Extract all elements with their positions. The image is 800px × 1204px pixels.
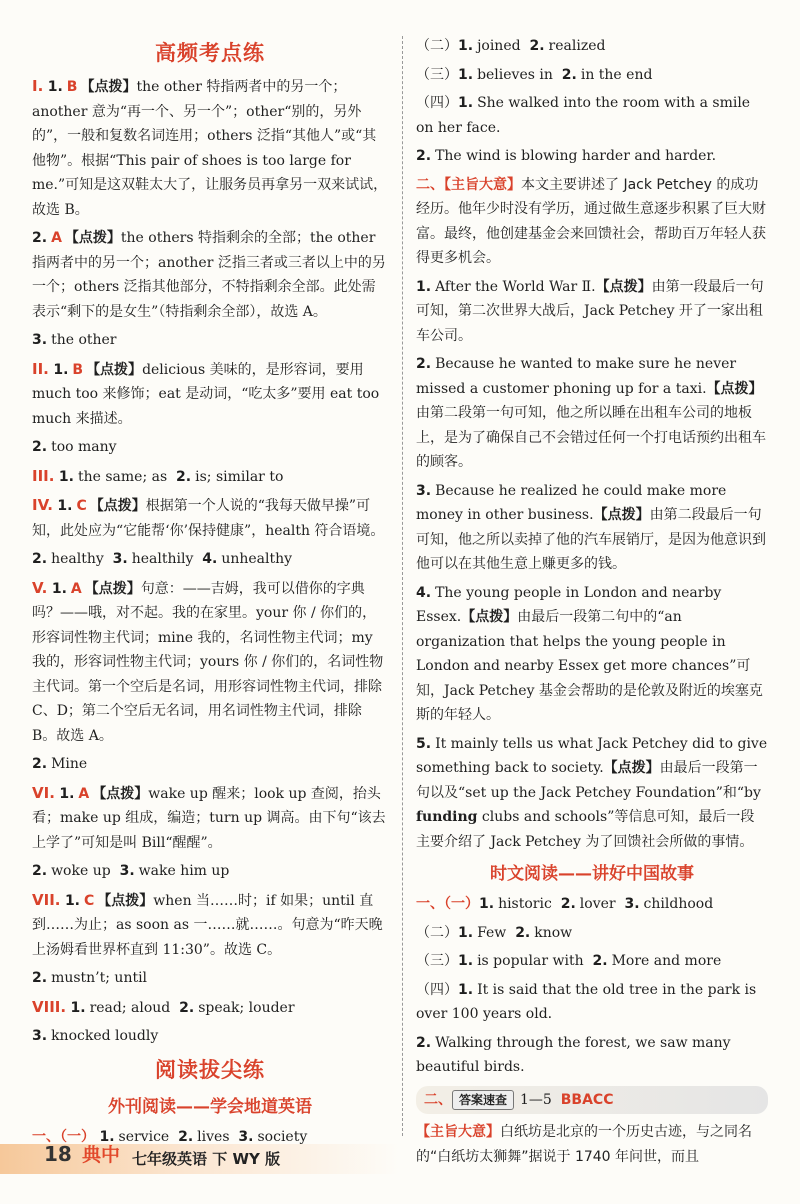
bold-word: funding bbox=[416, 809, 478, 825]
answer-V-2 bbox=[32, 752, 388, 777]
item-number: 1. bbox=[458, 981, 474, 998]
item-number: 2. bbox=[529, 38, 545, 54]
item-number: 2. bbox=[176, 468, 192, 485]
hint-tag: 【点拨】 bbox=[706, 380, 763, 397]
item-number: 1. bbox=[458, 95, 474, 111]
answer-VI-1 bbox=[32, 781, 388, 856]
item-number: 1. bbox=[53, 361, 69, 378]
item-number: 2. bbox=[515, 924, 531, 941]
item-number: 3. bbox=[32, 1028, 48, 1044]
item-number: 2. bbox=[32, 970, 48, 986]
quick-answer-value: BBACC bbox=[560, 1091, 614, 1108]
item-number: 1. bbox=[57, 498, 73, 514]
answer-text: knocked loudly bbox=[51, 1028, 159, 1044]
item-number: 3. bbox=[119, 863, 135, 879]
answer-letter: B bbox=[72, 361, 84, 378]
china-2-main-idea bbox=[416, 1120, 768, 1169]
answer-text: More and more bbox=[611, 953, 722, 969]
answer-text: read; aloud bbox=[89, 999, 171, 1016]
sub-number: （三） bbox=[416, 953, 458, 969]
explanation-text: wake up 醒来；look up 查阅，抬头看；make up 组成，编造；turn up 调高。由下句“该去上学了”可知是叫 Bill“醒醒”。 bbox=[32, 785, 386, 851]
roman-VII: VII. bbox=[32, 890, 61, 909]
section-title-high-frequency: 高频考点练 bbox=[155, 41, 265, 65]
item-number: 2. bbox=[32, 439, 48, 455]
main-idea-text: 白纸坊是北京的一个历史古迹，与之同名的“白纸坊太狮舞”据说于 1740 年问世，而且 bbox=[416, 1124, 752, 1165]
reading-2-q2 bbox=[416, 352, 768, 475]
item-number: 1. bbox=[70, 999, 86, 1016]
answer-text: Walking through the forest, we saw many beautiful birds. bbox=[416, 1034, 731, 1075]
item-number: 2. bbox=[416, 1034, 432, 1051]
explanation-text: 根据第一个人说的“我每天做早操”可知，此处应为“它能帮‘你’保持健康”，health 符合语境。 bbox=[32, 498, 385, 539]
answer-text: too many bbox=[51, 439, 117, 455]
main-idea-text: 本文主要讲述了 Jack Petchey 的成功经历。他年少时没有学历，通过做生意逐步积累了巨大财富。最终，他创建基金会来回馈社会，帮助百万年轻人获得更多机会。 bbox=[416, 176, 766, 266]
item-number: 1. bbox=[47, 79, 63, 95]
explanation-text: 由最后一段第二句中的“an organization that helps the young people in London and nearby Essex get more chances”可知，Jack Petchey 基金会帮助的是伦敦及附近的埃塞克斯的年轻人。 bbox=[416, 609, 763, 723]
reading-1-4-2 bbox=[416, 144, 768, 169]
hint-tag: 【点拨】 bbox=[92, 785, 149, 802]
right-column bbox=[416, 34, 768, 1173]
answer-II-1 bbox=[32, 357, 388, 432]
section-number: 二、 bbox=[424, 1091, 452, 1108]
explanation-text: the others 特指剩余的全部；the other 指两者中的另一个；another 泛指三者或三者以上中的另一个；others 泛指其他部分，不特指剩余全部。此处需表示“剩下的是女生”（特指剩余全部），故选 A。 bbox=[32, 230, 386, 320]
answer-text: historic bbox=[498, 896, 552, 912]
answer-text: realized bbox=[548, 38, 606, 54]
answer-text: lives bbox=[197, 1128, 230, 1145]
answer-I-1 bbox=[32, 74, 388, 222]
column-divider bbox=[402, 36, 403, 1136]
item-number: 2. bbox=[32, 756, 48, 772]
answer-IV-1 bbox=[32, 493, 388, 543]
item-number: 1. bbox=[51, 580, 67, 597]
sub-number: （四） bbox=[416, 981, 458, 998]
explanation-text: clubs and schools”等信息可知，最后一段主要介绍了 Jack Petchey 为了回馈社会所做的事情。 bbox=[416, 809, 755, 850]
answer-text: the other bbox=[51, 332, 117, 348]
item-number: 1. bbox=[458, 38, 474, 54]
book-title: 七年级英语 下 WY 版 bbox=[132, 1150, 281, 1168]
answer-text: service bbox=[118, 1128, 170, 1145]
hint-tag: 【点拨】 bbox=[84, 580, 141, 597]
main-idea-tag: 【主旨大意】 bbox=[444, 176, 521, 193]
sub-number: （四） bbox=[416, 95, 458, 111]
reading-2-q1 bbox=[416, 275, 768, 349]
section-number: 一、（一） bbox=[32, 1128, 95, 1145]
item-number: 1. bbox=[458, 924, 474, 941]
section-number: 一、（一） bbox=[416, 896, 479, 912]
answer-II-2 bbox=[32, 435, 388, 460]
explanation-text: 由最后一段第一句以及“set up the Jack Petchey Foundation”和“by bbox=[416, 760, 761, 801]
item-number: 3. bbox=[416, 482, 432, 499]
item-number: 1. bbox=[58, 468, 74, 485]
item-number: 2. bbox=[179, 999, 195, 1016]
sub-number: （三） bbox=[416, 66, 458, 83]
hint-tag: 【点拨】 bbox=[595, 278, 652, 295]
item-number: 1. bbox=[59, 785, 75, 802]
answer-text: healthily bbox=[131, 551, 194, 567]
roman-II: II. bbox=[32, 359, 49, 378]
quick-answer-bar bbox=[416, 1086, 768, 1115]
answer-VII-1 bbox=[32, 888, 388, 963]
hint-tag: 【点拨】 bbox=[89, 498, 146, 514]
hint-tag: 【点拨】 bbox=[97, 892, 154, 909]
item-number: 3. bbox=[624, 896, 640, 912]
item-number: 1. bbox=[416, 278, 432, 295]
reading-2-q5 bbox=[416, 732, 768, 855]
answer-I-2 bbox=[32, 226, 388, 324]
china-1-4-2 bbox=[416, 1031, 768, 1080]
answer-text: Because he realized he could make more money in other business. bbox=[416, 482, 727, 523]
main-idea-tag: 【主旨大意】 bbox=[416, 1124, 500, 1140]
answer-text: joined bbox=[477, 38, 521, 54]
answer-IV-2 bbox=[32, 547, 388, 572]
roman-IV: IV. bbox=[32, 496, 53, 514]
answer-letter: C bbox=[76, 498, 87, 514]
item-number: 2. bbox=[32, 230, 48, 246]
answer-I-3 bbox=[32, 328, 388, 353]
china-1-3 bbox=[416, 949, 768, 974]
hint-tag: 【点拨】 bbox=[86, 361, 143, 378]
reading-2-q3 bbox=[416, 479, 768, 577]
hint-tag: 【点拨】 bbox=[593, 507, 650, 523]
subsection-title-foreign-press: 外刊阅读——学会地道英语 bbox=[108, 1096, 312, 1117]
answer-text: mustn’t; until bbox=[51, 970, 148, 986]
reading-2-main-idea bbox=[416, 173, 768, 271]
explanation-text: 句意：——吉姆，我可以借你的字典吗？——哦，对不起。我的在家里。your 你 / 你们的，形容词性物主代词；mine 我的，名词性物主代词；my 我的，形容词性物主代词；yours 你 / 你们的，名词性物主代词。第一个空后是名词，用形容词性物主代词，排除 C、D；第二个空后无名词，用名词性物主代词，排除 B。故选 A。 bbox=[32, 580, 384, 744]
section-number: 二、 bbox=[416, 176, 444, 193]
subsection-title-china-story: 时文阅读——讲好中国故事 bbox=[490, 864, 694, 884]
answer-III bbox=[32, 464, 388, 490]
answer-text: is; similar to bbox=[195, 468, 284, 485]
answer-text: wake him up bbox=[138, 863, 230, 879]
answer-text: It mainly tells us what Jack Petchey did to give something back to society. bbox=[416, 735, 768, 776]
answer-VI-2 bbox=[32, 859, 388, 884]
answer-text: society bbox=[257, 1128, 308, 1145]
answer-text: speak; louder bbox=[198, 999, 295, 1016]
item-number: 4. bbox=[416, 584, 432, 601]
answer-text: is popular with bbox=[477, 953, 584, 969]
reading-1-3 bbox=[416, 63, 768, 88]
page-footer bbox=[0, 1140, 400, 1176]
answer-VII-2 bbox=[32, 966, 388, 991]
hint-tag: 【点拨】 bbox=[603, 760, 660, 776]
answer-text: Mine bbox=[51, 756, 88, 772]
explanation-text: 由第一段最后一句可知，第二次世界大战后，Jack Petchey 开了一家出租车公司。 bbox=[416, 278, 764, 344]
explanation-text: 由第二段第一句可知，他之所以睡在出租车公司的地板上，是为了确保自己不会错过任何一个打电话预约出租车的顾客。 bbox=[416, 405, 766, 470]
item-number: 1. bbox=[458, 953, 474, 969]
answer-letter: A bbox=[70, 580, 82, 597]
answer-text: The young people in London and nearby Essex. bbox=[416, 584, 722, 625]
answer-text: Because he wanted to make sure he never missed a customer phoning up for a taxi. bbox=[416, 356, 737, 397]
item-number: 1. bbox=[64, 892, 80, 909]
reading-1-2 bbox=[416, 34, 768, 59]
item-number: 2. bbox=[560, 896, 576, 912]
answer-letter: C bbox=[84, 892, 95, 909]
answer-text: It is said that the old tree in the park is over 100 years old. bbox=[416, 981, 757, 1022]
page-number: 18 bbox=[44, 1142, 72, 1166]
hint-tag: 【点拨】 bbox=[64, 230, 121, 246]
roman-III: III. bbox=[32, 466, 55, 485]
answer-VIII-1 bbox=[32, 995, 388, 1021]
roman-VIII: VIII. bbox=[32, 997, 67, 1016]
answer-text: Few bbox=[477, 924, 507, 941]
reading-1-4 bbox=[416, 91, 768, 140]
brand-logo: 典中 bbox=[82, 1144, 121, 1166]
section-title-reading: 阅读拔尖练 bbox=[155, 1057, 265, 1082]
explanation-text: 由第二段最后一句可知，他之所以卖掉了他的汽车展销厅，是因为他意识到他可以在其他生意上赚更多的钱。 bbox=[416, 507, 766, 572]
answer-text: know bbox=[534, 924, 573, 941]
item-number: 3. bbox=[32, 332, 48, 348]
answer-text: The wind is blowing harder and harder. bbox=[435, 148, 717, 164]
item-number: 2. bbox=[178, 1128, 194, 1145]
item-number: 2. bbox=[592, 953, 608, 969]
answer-text: She walked into the room with a smile on her face. bbox=[416, 95, 751, 136]
answer-VIII-2 bbox=[32, 1024, 388, 1049]
item-number: 2. bbox=[416, 356, 432, 372]
hint-tag: 【点拨】 bbox=[80, 79, 137, 95]
roman-V: V. bbox=[32, 578, 48, 597]
item-number: 2. bbox=[561, 66, 577, 83]
answer-letter: A bbox=[51, 230, 62, 246]
answer-text: lover bbox=[579, 896, 616, 912]
item-number: 1. bbox=[479, 896, 495, 912]
china-1-2 bbox=[416, 921, 768, 946]
explanation-text: when 当……时；if 如果；until 直到……为止；as soon as 一……就……。句意为“昨天晚上汤姆看世界杯直到 11:30”。故选 C。 bbox=[32, 892, 383, 958]
item-number: 2. bbox=[32, 551, 48, 567]
quick-answer-range: 1—5 bbox=[520, 1091, 552, 1108]
item-number: 5. bbox=[416, 735, 432, 752]
china-1-4 bbox=[416, 978, 768, 1027]
item-number: 1. bbox=[99, 1128, 115, 1145]
answer-letter: A bbox=[78, 785, 90, 802]
roman-VI: VI. bbox=[32, 783, 55, 802]
answer-text: unhealthy bbox=[221, 551, 293, 567]
item-number: 4. bbox=[202, 551, 218, 567]
item-number: 1. bbox=[458, 66, 474, 83]
answer-text: childhood bbox=[643, 896, 714, 912]
item-number: 3. bbox=[238, 1128, 254, 1145]
answer-text: healthy bbox=[51, 551, 104, 567]
answer-text: the same; as bbox=[77, 468, 168, 485]
item-number: 2. bbox=[32, 863, 48, 879]
sub-number: （二） bbox=[416, 38, 458, 54]
reading-2-q4 bbox=[416, 581, 768, 728]
quick-answer-label: 答案速查 bbox=[452, 1090, 514, 1110]
explanation-text: the other 特指两者中的另一个；another 意为“再一个、另一个”；other“别的，另外的”，一般和复数名词连用；others 泛指“其他人”或“其他物”。根据“This pair of shoes is too large for me.”可知是这双鞋太大了，让服务员再拿另一双来试试，故选 B。 bbox=[32, 79, 388, 218]
answer-text: in the end bbox=[580, 66, 653, 83]
china-1-1 bbox=[416, 892, 768, 917]
answer-text: After the World War Ⅱ. bbox=[435, 278, 596, 295]
left-column bbox=[32, 34, 388, 1153]
answer-text: woke up bbox=[51, 863, 111, 879]
item-number: 3. bbox=[112, 551, 128, 567]
hint-tag: 【点拨】 bbox=[461, 609, 518, 625]
answer-letter: B bbox=[66, 79, 78, 95]
explanation-text: delicious 美味的，是形容词，要用 much too 来修饰；eat 是动词，“吃太多”要用 eat too much 来描述。 bbox=[32, 361, 380, 427]
roman-I: I. bbox=[32, 77, 44, 95]
sub-number: （二） bbox=[416, 924, 458, 941]
answer-text: believes in bbox=[477, 66, 553, 83]
item-number: 2. bbox=[416, 148, 432, 164]
answer-V-1 bbox=[32, 576, 388, 749]
